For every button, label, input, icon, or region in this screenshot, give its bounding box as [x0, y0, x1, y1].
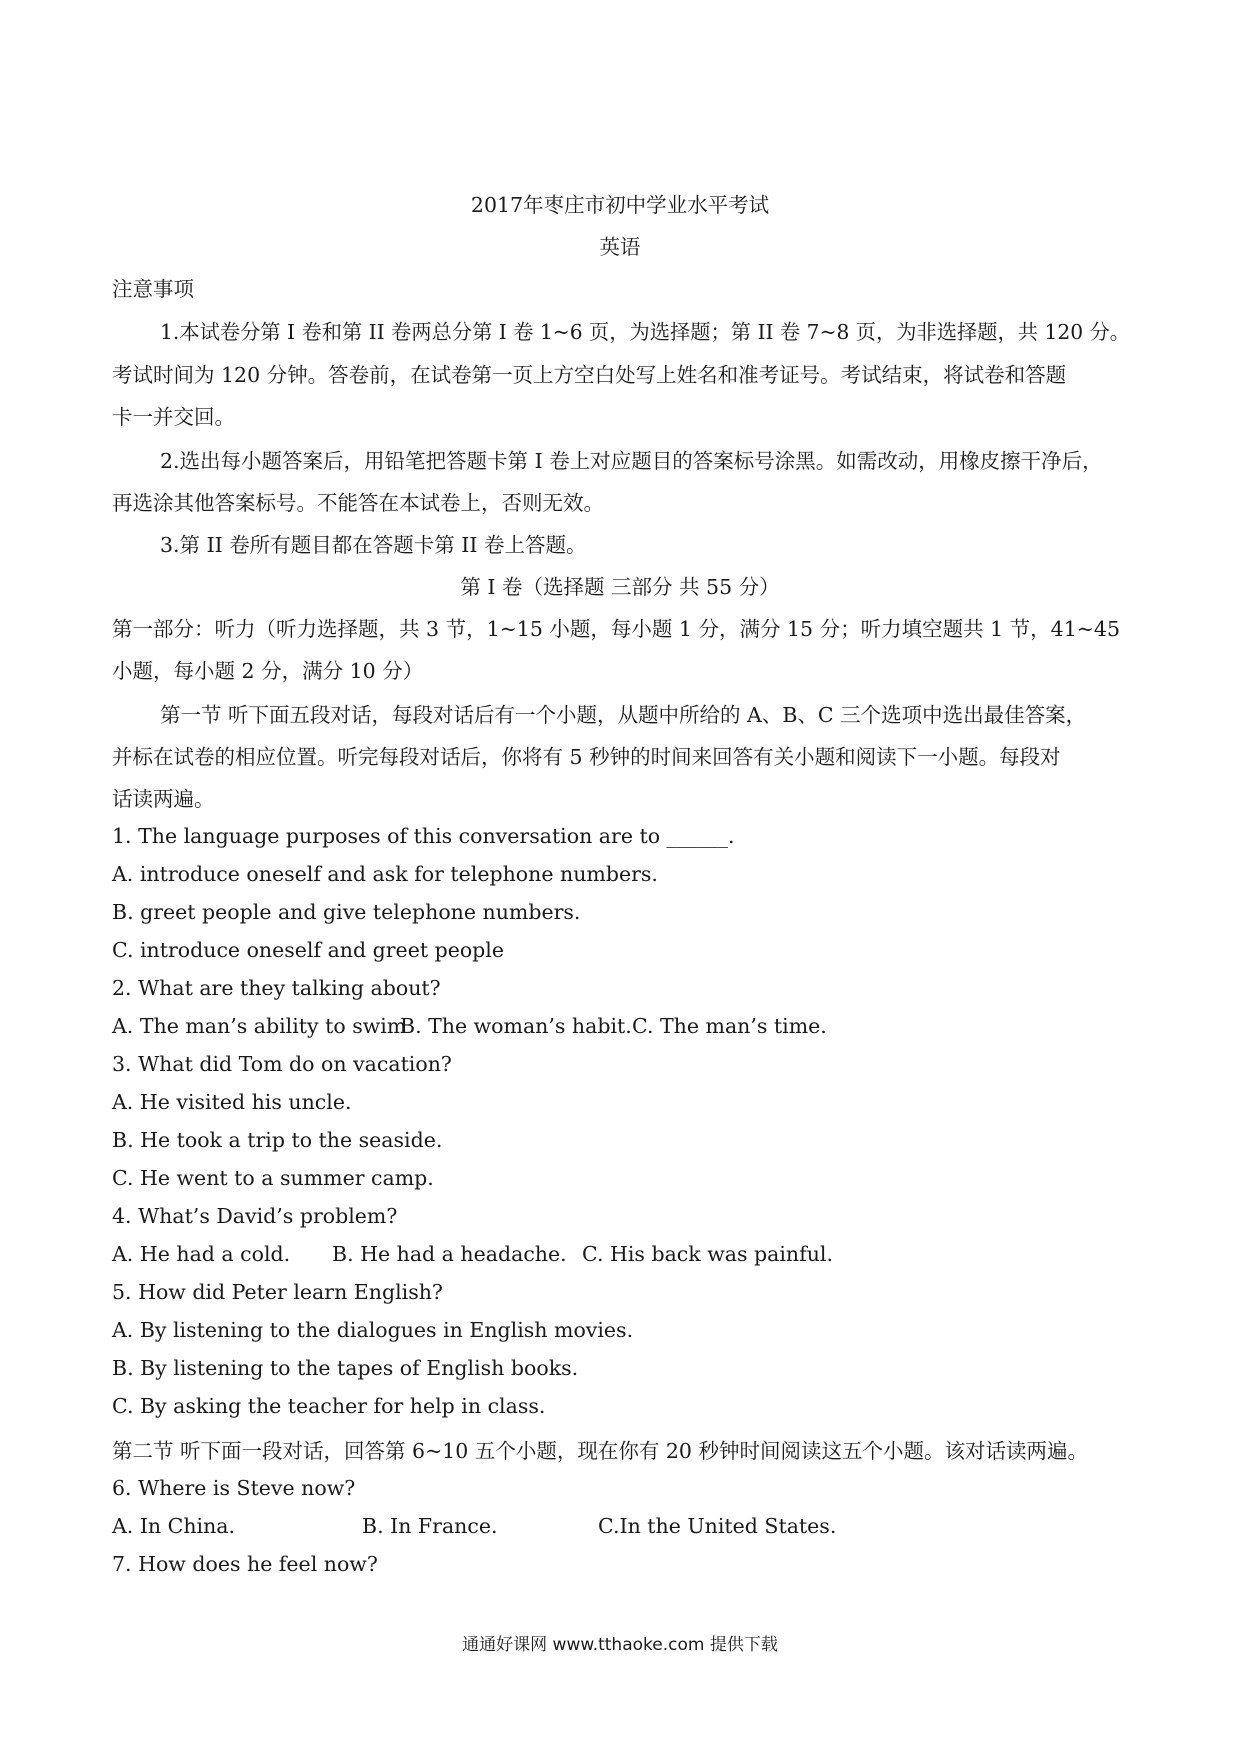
section-2-instructions: 第二节 听下面一段对话，回答第 6~10 五个小题，现在你有 20 秒钟时间阅读这五个小题。该对话读两遍。 [112, 1439, 1088, 1463]
question-2-option-a: A. The man’s ability to swim [112, 1014, 407, 1038]
notice-item-3: 3.第 II 卷所有题目都在答题卡第 II 卷上答题。 [160, 533, 587, 557]
question-4-option-c: C. His back was painful. [582, 1242, 833, 1266]
question-4-option-b: B. He had a headache. [332, 1242, 567, 1266]
question-5-option-c: C. By asking the teacher for help in class. [112, 1394, 546, 1418]
question-3-stem: 3. What did Tom do on vacation? [112, 1052, 452, 1076]
section-1-line-2: 并标在试卷的相应位置。听完每段对话后，你将有 5 秒钟的时间来回答有关小题和阅读下一小题。每段对 [112, 745, 1061, 769]
notice-item-1-line-3: 卡一并交回。 [112, 405, 235, 429]
volume-1-heading: 第 I 卷（选择题 三部分 共 55 分） [460, 575, 780, 599]
exam-title: 2017年枣庄市初中学业水平考试 [470, 193, 770, 217]
question-1-option-b: B. greet people and give telephone numbers. [112, 900, 581, 924]
question-2-stem: 2. What are they talking about? [112, 976, 441, 1000]
question-5-option-a: A. By listening to the dialogues in English movies. [112, 1318, 634, 1342]
question-1-option-a: A. introduce oneself and ask for telephone numbers. [112, 862, 658, 886]
question-5-stem: 5. How did Peter learn English? [112, 1280, 443, 1304]
question-3-option-a: A. He visited his uncle. [112, 1090, 352, 1114]
notice-item-2-line-2: 再选涂其他答案标号。不能答在本试卷上，否则无效。 [112, 491, 604, 515]
section-1-line-1: 第一节 听下面五段对话，每段对话后有一个小题，从题中所给的 A、B、C 三个选项中选出最佳答案， [160, 703, 1087, 727]
notice-item-2-line-1: 2.选出每小题答案后，用铅笔把答题卡第 I 卷上对应题目的答案标号涂黑。如需改动，用橡皮擦干净后， [160, 449, 1103, 473]
question-2-option-b: B. The woman’s habit. [400, 1014, 632, 1038]
question-6-option-b: B. In France. [362, 1514, 498, 1538]
notice-heading: 注意事项 [112, 277, 194, 301]
question-3-option-c: C. He went to a summer camp. [112, 1166, 434, 1190]
page-footer: 通通好课网 www.tthaoke.com 提供下载 [462, 1635, 778, 1655]
question-7-stem: 7. How does he feel now? [112, 1552, 378, 1576]
question-4-option-a: A. He had a cold. [112, 1242, 291, 1266]
question-1-stem: 1. The language purposes of this conversation are to ______. [112, 824, 735, 848]
question-6-option-a: A. In China. [112, 1514, 236, 1538]
part-1-line-1: 第一部分：听力（听力选择题，共 3 节，1~15 小题，每小题 1 分，满分 15 分；听力填空题共 1 节，41~45 [112, 617, 1121, 641]
question-3-option-b: B. He took a trip to the seaside. [112, 1128, 443, 1152]
question-1-option-c: C. introduce oneself and greet people [112, 938, 504, 962]
notice-item-1-line-2: 考试时间为 120 分钟。答卷前，在试卷第一页上方空白处写上姓名和准考证号。考试结束，将试卷和答题 [112, 363, 1067, 387]
exam-subject: 英语 [599, 235, 641, 259]
question-6-stem: 6. Where is Steve now? [112, 1476, 356, 1500]
question-5-option-b: B. By listening to the tapes of English books. [112, 1356, 579, 1380]
notice-item-1-line-1: 1.本试卷分第 I 卷和第 II 卷两总分第 I 卷 1~6 页，为选择题；第 II 卷 7~8 页，为非选择题，共 120 分。 [160, 320, 1131, 344]
part-1-line-2: 小题，每小题 2 分，满分 10 分） [112, 659, 424, 683]
question-2-option-c: C. The man’s time. [632, 1014, 827, 1038]
section-1-line-3: 话读两遍。 [112, 787, 215, 811]
question-4-stem: 4. What’s David’s problem? [112, 1204, 398, 1228]
question-6-option-c: C.In the United States. [598, 1514, 837, 1538]
